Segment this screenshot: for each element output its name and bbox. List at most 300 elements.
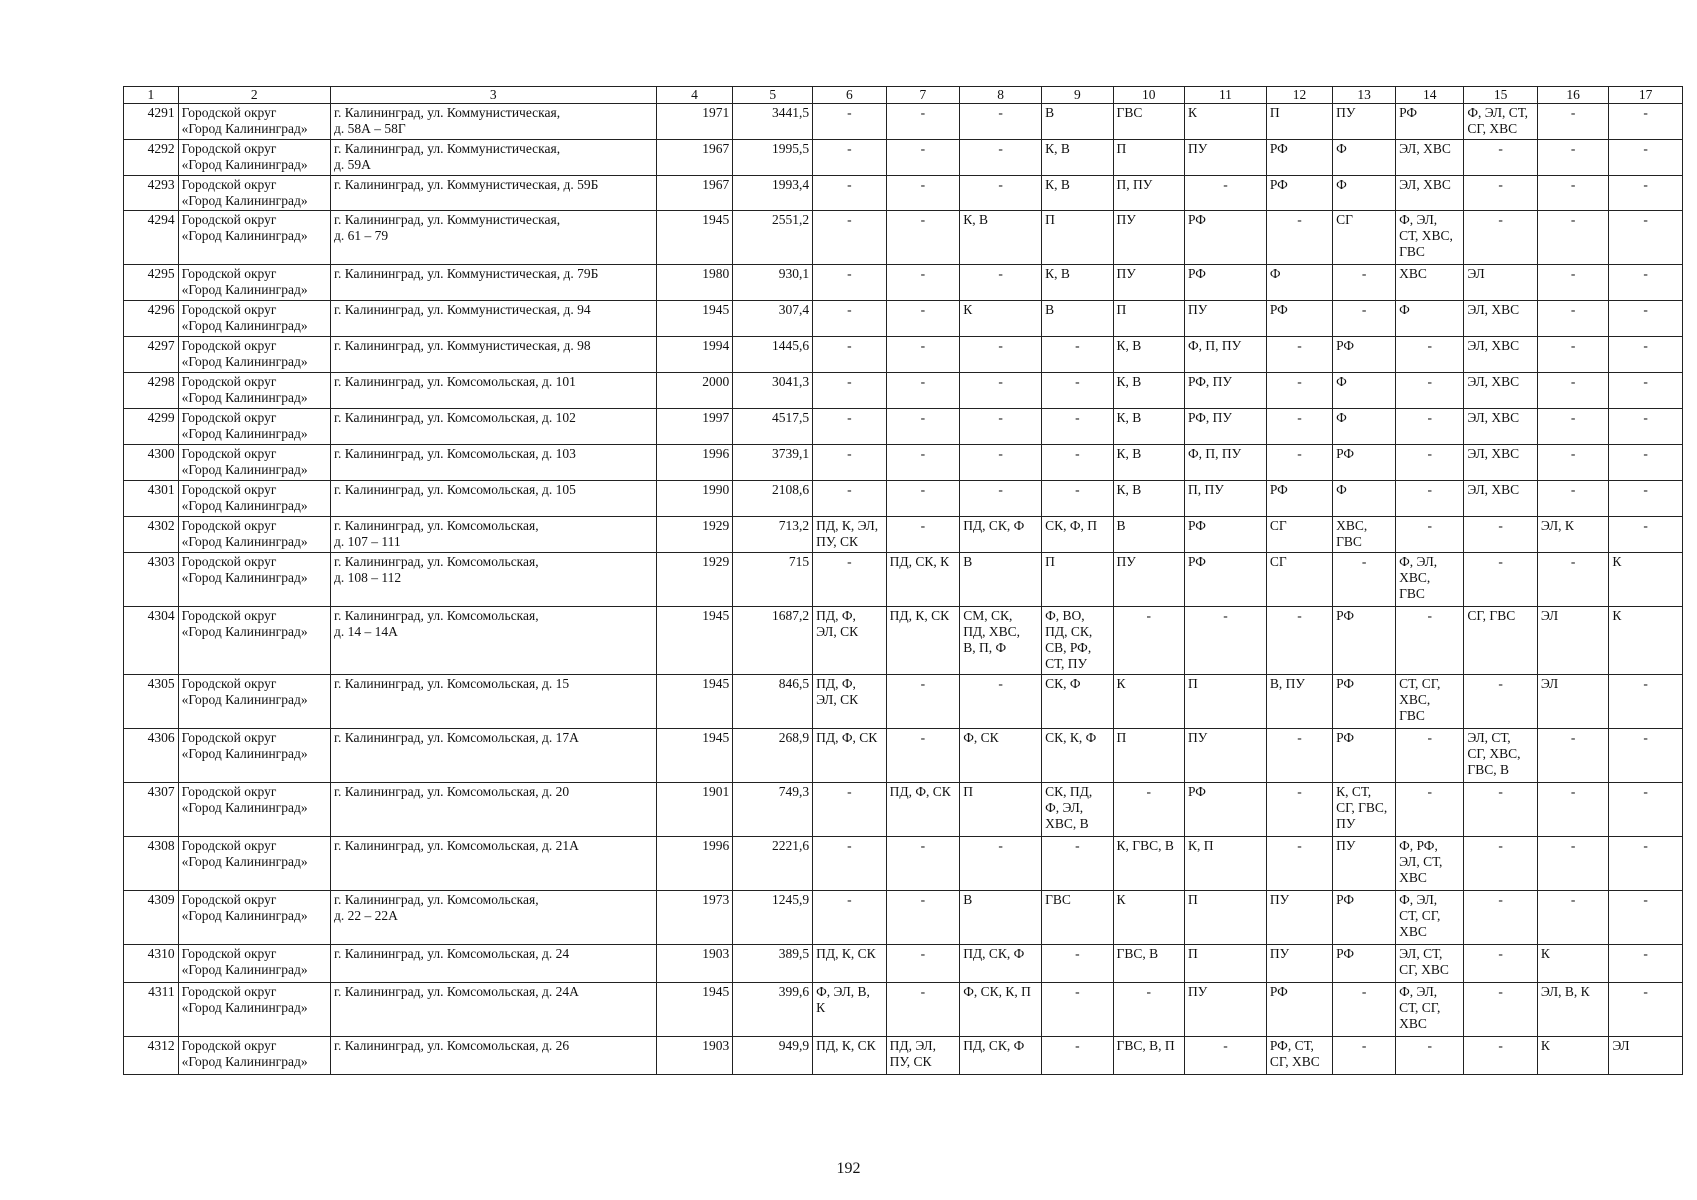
table-cell: 1945: [656, 675, 733, 729]
table-cell: -: [1537, 301, 1608, 337]
table-cell: -: [1609, 675, 1683, 729]
table-cell: -: [1537, 729, 1608, 783]
table-cell: -: [813, 891, 887, 945]
district-cell: Городской округ «Город Калининград»: [178, 553, 330, 607]
table-cell: 1245,9: [733, 891, 813, 945]
table-cell: -: [813, 211, 887, 265]
column-header: 17: [1609, 87, 1683, 104]
table-cell: В: [1113, 517, 1184, 553]
address-cell: г. Калининград, ул. Комсомольская, д. 22 – 22А: [330, 891, 656, 945]
table-cell: -: [1184, 607, 1266, 675]
table-cell: -: [1609, 104, 1683, 140]
table-cell: -: [813, 445, 887, 481]
table-cell: П: [1042, 211, 1113, 265]
table-cell: -: [1266, 211, 1332, 265]
table-cell: -: [1266, 607, 1332, 675]
row-number-cell: 4303: [124, 553, 179, 607]
table-cell: ЭЛ, ХВС: [1464, 481, 1538, 517]
table-cell: -: [886, 983, 960, 1037]
table-cell: -: [960, 481, 1042, 517]
table-cell: СГ: [1266, 517, 1332, 553]
address-cell: г. Калининград, ул. Комсомольская, д. 24: [330, 945, 656, 983]
table-cell: -: [1464, 176, 1538, 211]
table-cell: ЭЛ: [1537, 607, 1608, 675]
table-cell: ПУ: [1184, 983, 1266, 1037]
table-row: [124, 176, 1683, 211]
table-cell: П, ПУ: [1184, 481, 1266, 517]
table-cell: -: [813, 553, 887, 607]
table-cell: -: [813, 837, 887, 891]
table-cell: РФ: [1266, 301, 1332, 337]
address-cell: г. Калининград, ул. Комсомольская, д. 21А: [330, 837, 656, 891]
table-cell: ПУ: [1266, 945, 1332, 983]
table-cell: РФ: [1184, 783, 1266, 837]
table-cell: ПД, К, СК: [886, 607, 960, 675]
table-cell: 846,5: [733, 675, 813, 729]
row-number-cell: 4305: [124, 675, 179, 729]
row-number-cell: 4306: [124, 729, 179, 783]
table-cell: -: [813, 140, 887, 176]
table-cell: Ф: [1333, 409, 1396, 445]
row-number-cell: 4308: [124, 837, 179, 891]
column-header: 7: [886, 87, 960, 104]
table-cell: -: [813, 337, 887, 373]
table-cell: -: [960, 104, 1042, 140]
table-cell: 1687,2: [733, 607, 813, 675]
table-cell: РФ: [1333, 675, 1396, 729]
table-cell: 2108,6: [733, 481, 813, 517]
table-cell: -: [1537, 104, 1608, 140]
table-cell: -: [1042, 445, 1113, 481]
district-cell: Городской округ «Город Калининград»: [178, 607, 330, 675]
table-cell: -: [1464, 517, 1538, 553]
district-cell: Городской округ «Город Калининград»: [178, 211, 330, 265]
table-cell: -: [1609, 373, 1683, 409]
table-cell: 1996: [656, 837, 733, 891]
table-cell: ЭЛ, ХВС: [1464, 409, 1538, 445]
table-cell: -: [1464, 1037, 1538, 1075]
table-row: [124, 337, 1683, 373]
table-row: [124, 891, 1683, 945]
table-cell: ПД, Ф, ЭЛ, СК: [813, 607, 887, 675]
table-cell: ПУ: [1333, 837, 1396, 891]
district-cell: Городской округ «Город Калининград»: [178, 983, 330, 1037]
table-cell: В: [960, 553, 1042, 607]
table-cell: РФ: [1184, 553, 1266, 607]
table-cell: -: [1609, 176, 1683, 211]
table-row: [124, 1037, 1683, 1075]
row-number-cell: 4302: [124, 517, 179, 553]
table-cell: Ф, ЭЛ, СТ, СГ, ХВС: [1464, 104, 1538, 140]
table-cell: Ф: [1333, 481, 1396, 517]
table-cell: ПД, СК, Ф: [960, 517, 1042, 553]
table-cell: -: [886, 176, 960, 211]
table-row: [124, 675, 1683, 729]
table-cell: -: [1396, 783, 1464, 837]
table-cell: 1445,6: [733, 337, 813, 373]
district-cell: Городской округ «Город Калининград»: [178, 481, 330, 517]
table-cell: Ф, ЭЛ, СТ, ХВС, ГВС: [1396, 211, 1464, 265]
table-cell: -: [1042, 983, 1113, 1037]
row-number-cell: 4291: [124, 104, 179, 140]
table-cell: 1993,4: [733, 176, 813, 211]
table-cell: -: [813, 783, 887, 837]
table-cell: РФ, ПУ: [1184, 373, 1266, 409]
table-cell: ЭЛ, ХВС: [1464, 445, 1538, 481]
table-row: [124, 837, 1683, 891]
table-cell: П: [1184, 945, 1266, 983]
address-cell: г. Калининград, ул. Коммунистическая, д. 79Б: [330, 265, 656, 301]
table-row: [124, 983, 1683, 1037]
table-cell: -: [1184, 176, 1266, 211]
table-cell: РФ: [1184, 265, 1266, 301]
table-cell: СГ: [1266, 553, 1332, 607]
table-cell: -: [1333, 1037, 1396, 1075]
address-cell: г. Калининград, ул. Комсомольская, д. 103: [330, 445, 656, 481]
table-cell: -: [813, 481, 887, 517]
table-cell: -: [1464, 945, 1538, 983]
table-cell: РФ: [1333, 607, 1396, 675]
row-number-cell: 4301: [124, 481, 179, 517]
table-cell: В, ПУ: [1266, 675, 1332, 729]
table-cell: П: [960, 783, 1042, 837]
table-cell: ПД, СК, Ф: [960, 945, 1042, 983]
table-cell: РФ: [1333, 729, 1396, 783]
table-cell: -: [1609, 891, 1683, 945]
column-header: 16: [1537, 87, 1608, 104]
column-header: 1: [124, 87, 179, 104]
table-cell: К, ГВС, В: [1113, 837, 1184, 891]
table-row: [124, 481, 1683, 517]
table-cell: ГВС, В, П: [1113, 1037, 1184, 1075]
table-row: [124, 783, 1683, 837]
table-cell: -: [1396, 517, 1464, 553]
table-cell: -: [1184, 1037, 1266, 1075]
table-cell: 2551,2: [733, 211, 813, 265]
table-cell: К, В: [1113, 481, 1184, 517]
row-number-cell: 4296: [124, 301, 179, 337]
table-cell: 1997: [656, 409, 733, 445]
table-cell: РФ: [1184, 211, 1266, 265]
table-cell: РФ: [1333, 337, 1396, 373]
table-cell: Ф, П, ПУ: [1184, 337, 1266, 373]
table-cell: К, В: [1113, 373, 1184, 409]
district-cell: Городской округ «Город Калининград»: [178, 337, 330, 373]
table-cell: СГ: [1333, 211, 1396, 265]
table-cell: ЭЛ, СТ, СГ, ХВС: [1396, 945, 1464, 983]
table-cell: 930,1: [733, 265, 813, 301]
table-cell: -: [1464, 891, 1538, 945]
table-cell: ГВС, В: [1113, 945, 1184, 983]
table-row: [124, 265, 1683, 301]
table-cell: СМ, СК, ПД, ХВС, В, П, Ф: [960, 607, 1042, 675]
table-row: [124, 553, 1683, 607]
table-cell: -: [1042, 373, 1113, 409]
table-cell: РФ: [1266, 176, 1332, 211]
table-cell: К, В: [1113, 337, 1184, 373]
table-cell: ЭЛ: [1609, 1037, 1683, 1075]
table-cell: -: [1537, 337, 1608, 373]
table-cell: РФ: [1333, 891, 1396, 945]
table-cell: ЭЛ, ХВС: [1396, 176, 1464, 211]
table-cell: -: [813, 176, 887, 211]
table-cell: -: [813, 301, 887, 337]
table-cell: РФ: [1266, 983, 1332, 1037]
table-cell: Ф, ЭЛ, ХВС, ГВС: [1396, 553, 1464, 607]
table-cell: К: [1113, 675, 1184, 729]
row-number-cell: 4295: [124, 265, 179, 301]
table-cell: 399,6: [733, 983, 813, 1037]
table-cell: К: [960, 301, 1042, 337]
table-row: [124, 945, 1683, 983]
table-cell: -: [1537, 211, 1608, 265]
table-row: [124, 104, 1683, 140]
table-cell: К, В: [960, 211, 1042, 265]
table-cell: РФ: [1184, 517, 1266, 553]
table-cell: 1990: [656, 481, 733, 517]
table-cell: Ф, ЭЛ, СТ, СГ, ХВС: [1396, 983, 1464, 1037]
table-cell: 1945: [656, 607, 733, 675]
table-cell: РФ: [1266, 140, 1332, 176]
table-cell: К, П: [1184, 837, 1266, 891]
table-cell: К, СТ, СГ, ГВС, ПУ: [1333, 783, 1396, 837]
address-cell: г. Калининград, ул. Коммунистическая, д. 98: [330, 337, 656, 373]
table-cell: -: [960, 675, 1042, 729]
address-cell: г. Калининград, ул. Комсомольская, д. 15: [330, 675, 656, 729]
table-cell: 4517,5: [733, 409, 813, 445]
table-cell: -: [1113, 607, 1184, 675]
table-cell: ЭЛ: [1537, 675, 1608, 729]
table-cell: 1945: [656, 211, 733, 265]
table-cell: 3041,3: [733, 373, 813, 409]
table-cell: П: [1266, 104, 1332, 140]
table-cell: РФ: [1266, 481, 1332, 517]
table-row: [124, 373, 1683, 409]
table-cell: -: [1113, 983, 1184, 1037]
column-header: 13: [1333, 87, 1396, 104]
column-header: 11: [1184, 87, 1266, 104]
table-cell: П: [1184, 675, 1266, 729]
table-row: [124, 729, 1683, 783]
table-cell: ПУ: [1113, 553, 1184, 607]
district-cell: Городской округ «Город Калининград»: [178, 140, 330, 176]
address-cell: г. Калининград, ул. Комсомольская, д. 101: [330, 373, 656, 409]
table-cell: РФ: [1396, 104, 1464, 140]
district-cell: Городской округ «Город Калининград»: [178, 104, 330, 140]
table-cell: ЭЛ, СТ, СГ, ХВС, ГВС, В: [1464, 729, 1538, 783]
address-cell: г. Калининград, ул. Коммунистическая, д. 59А: [330, 140, 656, 176]
table-cell: В: [960, 891, 1042, 945]
table-cell: Ф, П, ПУ: [1184, 445, 1266, 481]
table-cell: -: [1537, 553, 1608, 607]
table-cell: СТ, СГ, ХВС, ГВС: [1396, 675, 1464, 729]
table-cell: 713,2: [733, 517, 813, 553]
table-cell: 1971: [656, 104, 733, 140]
table-header-row: [124, 87, 1683, 104]
table-cell: ЭЛ, К: [1537, 517, 1608, 553]
district-cell: Городской округ «Город Калининград»: [178, 517, 330, 553]
table-cell: ПУ: [1333, 104, 1396, 140]
table-cell: 1994: [656, 337, 733, 373]
table-cell: -: [1396, 481, 1464, 517]
address-cell: г. Калининград, ул. Комсомольская, д. 102: [330, 409, 656, 445]
row-number-cell: 4293: [124, 176, 179, 211]
table-cell: П, ПУ: [1113, 176, 1184, 211]
table-cell: -: [1609, 265, 1683, 301]
table-cell: ПД, СК, К: [886, 553, 960, 607]
table-cell: ПУ: [1113, 211, 1184, 265]
table-cell: -: [1609, 140, 1683, 176]
table-row: [124, 140, 1683, 176]
table-cell: ПУ: [1184, 729, 1266, 783]
column-header: 6: [813, 87, 887, 104]
table-cell: 1967: [656, 140, 733, 176]
table-cell: -: [1042, 337, 1113, 373]
address-cell: г. Калининград, ул. Коммунистическая, д. 58А – 58Г: [330, 104, 656, 140]
table-cell: -: [886, 104, 960, 140]
table-cell: -: [886, 211, 960, 265]
table-cell: -: [960, 837, 1042, 891]
table-cell: -: [1464, 675, 1538, 729]
table-cell: -: [1042, 945, 1113, 983]
row-number-cell: 4300: [124, 445, 179, 481]
table-cell: 1996: [656, 445, 733, 481]
table-cell: -: [1266, 373, 1332, 409]
table-cell: 1945: [656, 301, 733, 337]
table-cell: -: [813, 409, 887, 445]
table-cell: 2000: [656, 373, 733, 409]
table-cell: -: [1333, 983, 1396, 1037]
column-header: 3: [330, 87, 656, 104]
table-cell: 1967: [656, 176, 733, 211]
table-cell: -: [886, 729, 960, 783]
district-cell: Городской округ «Город Калининград»: [178, 409, 330, 445]
table-cell: -: [1396, 445, 1464, 481]
table-cell: 949,9: [733, 1037, 813, 1075]
district-cell: Городской округ «Город Калининград»: [178, 675, 330, 729]
table-row: [124, 445, 1683, 481]
table-cell: -: [886, 445, 960, 481]
table-cell: 1903: [656, 1037, 733, 1075]
table-cell: ПД, ЭЛ, ПУ, СК: [886, 1037, 960, 1075]
row-number-cell: 4294: [124, 211, 179, 265]
table-cell: Ф: [1333, 176, 1396, 211]
table-cell: -: [960, 373, 1042, 409]
table-cell: К: [1609, 553, 1683, 607]
table-cell: 1903: [656, 945, 733, 983]
table-cell: -: [1266, 445, 1332, 481]
table-cell: -: [1609, 337, 1683, 373]
table-cell: К: [1609, 607, 1683, 675]
table-cell: -: [1396, 337, 1464, 373]
table-cell: -: [1609, 517, 1683, 553]
table-cell: -: [1333, 301, 1396, 337]
table-cell: -: [813, 104, 887, 140]
row-number-cell: 4297: [124, 337, 179, 373]
table-cell: 749,3: [733, 783, 813, 837]
table-cell: -: [1609, 729, 1683, 783]
table-cell: РФ: [1333, 445, 1396, 481]
district-cell: Городской округ «Город Калининград»: [178, 837, 330, 891]
table-cell: ГВС: [1113, 104, 1184, 140]
table-cell: 389,5: [733, 945, 813, 983]
table-cell: ХВС, ГВС: [1333, 517, 1396, 553]
table-cell: -: [886, 837, 960, 891]
address-cell: г. Калининград, ул. Коммунистическая, д. 61 – 79: [330, 211, 656, 265]
table-cell: К: [1184, 104, 1266, 140]
table-cell: 3739,1: [733, 445, 813, 481]
address-cell: г. Калининград, ул. Комсомольская, д. 14 – 14А: [330, 607, 656, 675]
table-cell: -: [886, 140, 960, 176]
table-row: [124, 409, 1683, 445]
table-cell: -: [1396, 729, 1464, 783]
table-cell: Ф, ЭЛ, СТ, СГ, ХВС: [1396, 891, 1464, 945]
table-cell: -: [1609, 983, 1683, 1037]
table-cell: -: [886, 337, 960, 373]
table-cell: -: [1537, 783, 1608, 837]
table-cell: -: [1042, 837, 1113, 891]
address-cell: г. Калининград, ул. Комсомольская, д. 105: [330, 481, 656, 517]
table-cell: -: [1609, 481, 1683, 517]
address-cell: г. Калининград, ул. Комсомольская, д. 107 – 111: [330, 517, 656, 553]
table-cell: Ф, ВО, ПД, СК, СВ, РФ, СТ, ПУ: [1042, 607, 1113, 675]
table-cell: -: [1396, 1037, 1464, 1075]
column-header: 12: [1266, 87, 1332, 104]
table-cell: ПД, К, СК: [813, 945, 887, 983]
table-cell: К, В: [1042, 140, 1113, 176]
district-cell: Городской округ «Город Калининград»: [178, 729, 330, 783]
table-cell: -: [813, 373, 887, 409]
table-cell: В: [1042, 104, 1113, 140]
table-cell: -: [1266, 783, 1332, 837]
table-cell: -: [1609, 211, 1683, 265]
page-number: 192: [836, 1160, 861, 1177]
table-cell: -: [1042, 481, 1113, 517]
table-cell: -: [1464, 783, 1538, 837]
table-cell: 1945: [656, 729, 733, 783]
table-cell: 1945: [656, 983, 733, 1037]
table-cell: ПД, Ф, СК: [813, 729, 887, 783]
table-cell: -: [886, 517, 960, 553]
table-cell: Ф, СК: [960, 729, 1042, 783]
table-row: [124, 607, 1683, 675]
table-cell: К, В: [1113, 409, 1184, 445]
table-cell: ПУ: [1266, 891, 1332, 945]
table-cell: -: [1609, 783, 1683, 837]
table-cell: П: [1042, 553, 1113, 607]
table-cell: -: [886, 373, 960, 409]
table-cell: ПД, К, ЭЛ, ПУ, СК: [813, 517, 887, 553]
table-cell: 1929: [656, 517, 733, 553]
table-cell: -: [1537, 176, 1608, 211]
table-cell: Ф: [1333, 140, 1396, 176]
table-cell: -: [1537, 409, 1608, 445]
column-header: 2: [178, 87, 330, 104]
column-header: 4: [656, 87, 733, 104]
table-row: [124, 211, 1683, 265]
table-cell: К, В: [1113, 445, 1184, 481]
table-cell: ЭЛ, ХВС: [1464, 337, 1538, 373]
table-cell: СК, Ф: [1042, 675, 1113, 729]
address-cell: г. Калининград, ул. Комсомольская, д. 26: [330, 1037, 656, 1075]
table-cell: 1973: [656, 891, 733, 945]
table-cell: СК, К, Ф: [1042, 729, 1113, 783]
table-cell: ЭЛ, В, К: [1537, 983, 1608, 1037]
address-cell: г. Калининград, ул. Комсомольская, д. 24А: [330, 983, 656, 1037]
table-cell: 307,4: [733, 301, 813, 337]
table-cell: -: [1537, 373, 1608, 409]
district-cell: Городской округ «Город Калининград»: [178, 945, 330, 983]
